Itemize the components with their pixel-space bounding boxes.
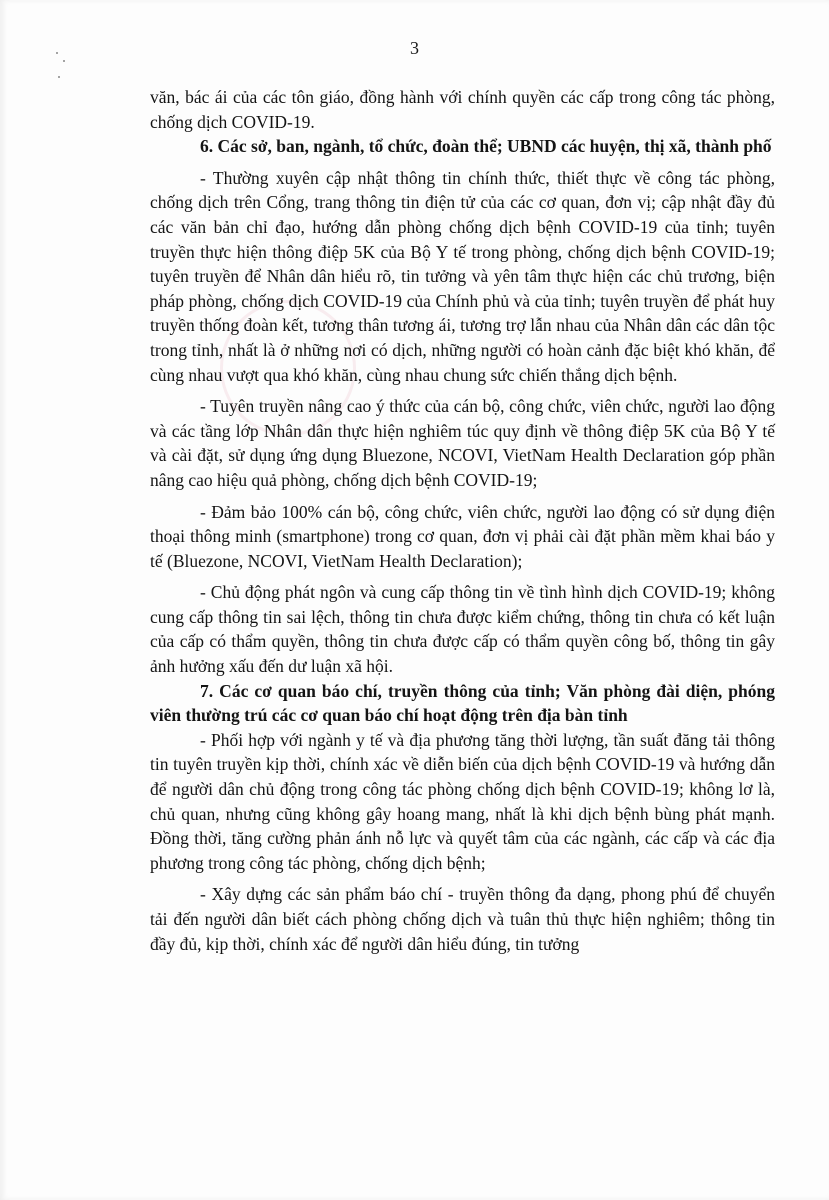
page-number: 3	[410, 38, 419, 58]
scan-speck	[63, 60, 65, 62]
scan-speck	[58, 76, 60, 78]
section-heading-6: 6. Các sở, ban, ngành, tổ chức, đoàn thể; UBND các huyện, thị xã, thành phố	[200, 136, 772, 157]
section-heading-7: 7. Các cơ quan báo chí, truyền thông của tỉnh; Văn phòng đài diện, phóng viên thường trú các cơ quan báo chí hoạt động trên địa bàn tỉnh	[150, 680, 775, 726]
paragraph: - Xây dựng các sản phẩm báo chí - truyền thông đa dạng, phong phú để chuyển tải đến người dân biết cách phòng chống dịch và tuân thủ thực hiện nghiêm; thông tin đầy đủ, kịp thời, chính xác để người dân hiểu đúng, tin tưởng	[150, 884, 775, 954]
document-body	[150, 85, 775, 956]
paragraph: - Đảm bảo 100% cán bộ, công chức, viên chức, người lao động có sử dụng điện thoại thông minh (smartphone) trong cơ quan, đơn vị phải cài đặt phần mềm khai báo y tế (Bluezone, NCOVI, VietNam Health Declaration);	[150, 501, 775, 571]
paragraph: - Phối hợp với ngành y tế và địa phương tăng thời lượng, tần suất đăng tải thông tin tuyên truyền kịp thời, chính xác về diễn biến của dịch bệnh COVID-19 và hướng dẫn để người dân chủ động trong công tác phòng chống dịch bệnh COVID-19; không lơ là, chủ quan, nhưng cũng không gây hoang mang, nhất là khi dịch bệnh bùng phát mạnh. Đồng thời, tăng cường phản ánh nỗ lực và quyết tâm của các ngành, các cấp và các địa phương trong công tác phòng, chống dịch bệnh;	[150, 729, 775, 873]
paragraph-continuation: văn, bác ái của các tôn giáo, đồng hành với chính quyền các cấp trong công tác phòng, chống dịch COVID-19.	[150, 87, 775, 132]
paragraph: - Tuyên truyền nâng cao ý thức của cán bộ, công chức, viên chức, người lao động và các tầng lớp Nhân dân thực hiện nghiêm túc quy định về thông điệp 5K của Bộ Y tế và cài đặt, sử dụng ứng dụng Bluezone, NCOVI, VietNam Health Declaration góp phần nâng cao hiệu quả phòng, chống dịch bệnh COVID-19;	[150, 396, 775, 490]
paragraph: - Thường xuyên cập nhật thông tin chính thức, thiết thực về công tác phòng, chống dịch trên Cổng, trang thông tin điện tử của các cơ quan, đơn vị; cập nhật đầy đủ các văn bản chỉ đạo, hướng dẫn phòng chống dịch bệnh COVID-19 của tỉnh; tuyên truyền thực hiện thông điệp 5K của Bộ Y tế trong phòng, chống dịch bệnh COVID-19; tuyên truyền để Nhân dân hiểu rõ, tin tưởng và yên tâm thực hiện các chủ trương, biện pháp phòng, chống dịch COVID-19 của Chính phủ và của tỉnh; tuyên truyền để phát huy truyền thống đoàn kết, tương thân tương ái, tương trợ lẫn nhau của Nhân dân các dân tộc trong tỉnh, nhất là ở những nơi có dịch, những người có hoàn cảnh đặc biệt khó khăn, để cùng nhau vượt qua khó khăn, cùng nhau chung sức chiến thắng dịch bệnh.	[150, 167, 775, 385]
paragraph: - Chủ động phát ngôn và cung cấp thông tin về tình hình dịch COVID-19; không cung cấp thông tin sai lệch, thông tin chưa được kiểm chứng, thông tin chưa có kết luận của cấp có thẩm quyền, thông tin chưa được cấp có thẩm quyền công bố, thông tin gây ảnh hưởng xấu đến dư luận xã hội.	[150, 582, 775, 677]
